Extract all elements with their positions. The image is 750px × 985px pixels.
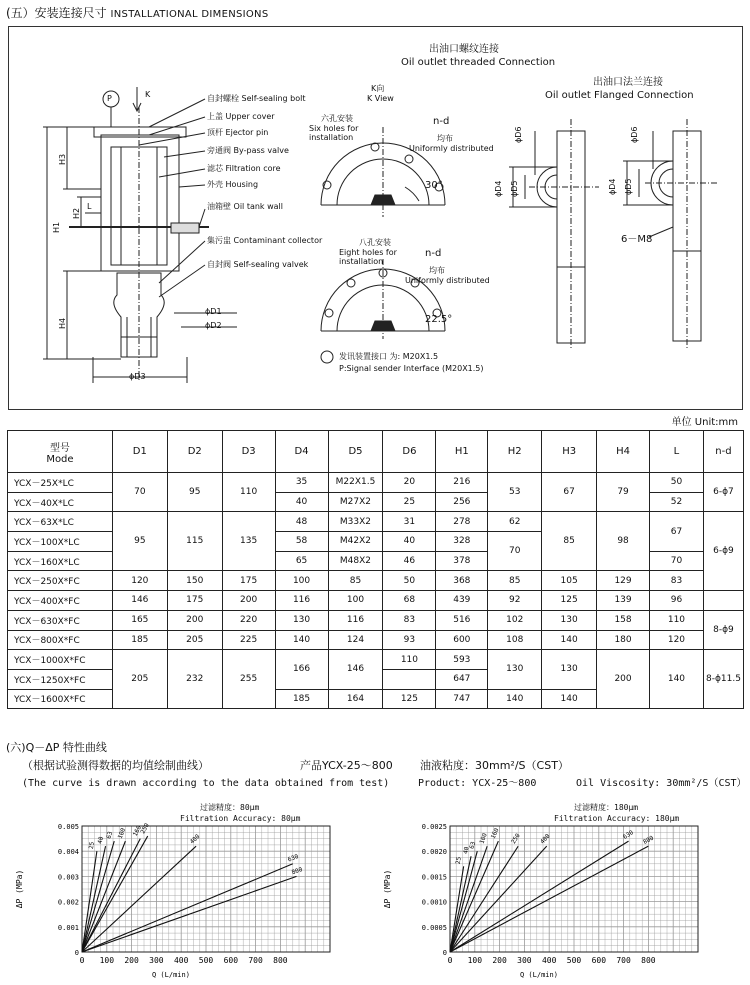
y-tick-label: 0 <box>442 949 447 957</box>
chart-plot <box>10 822 350 982</box>
series-line <box>450 856 471 952</box>
table-cell: 220 <box>222 610 275 630</box>
y-tick-label: 0.003 <box>57 873 79 882</box>
dimension-table <box>7 430 744 709</box>
k-view-cn: K向 <box>371 84 385 93</box>
table-cell: 205 <box>167 630 222 650</box>
k-view-en: K View <box>367 94 394 103</box>
table-cell: 70 <box>112 473 167 512</box>
table-cell: 256 <box>436 492 488 512</box>
table-cell: 130 <box>488 650 542 689</box>
table-cell: 146 <box>112 591 167 611</box>
x-axis-label: Q (L/min) <box>152 971 190 979</box>
table-cell: 100 <box>328 591 383 611</box>
table-cell: 158 <box>597 610 650 630</box>
section6-product-cn: 产品YCX-25～800 <box>300 759 393 772</box>
table-cell: 205 <box>112 650 167 709</box>
table-row <box>8 571 744 591</box>
signal-en: P:Signal sender Interface (M20X1.5) <box>339 364 484 373</box>
dim-h3: H3 <box>58 153 67 165</box>
nd-eight: n-d <box>425 248 442 259</box>
table-cell: 62 <box>488 512 542 532</box>
unit-label: 单位 Unit:mm <box>671 417 738 428</box>
table-cell: 185 <box>275 689 328 709</box>
table-cell: 255 <box>222 650 275 709</box>
table-cell: 85 <box>328 571 383 591</box>
table-cell: 378 <box>436 551 488 571</box>
k-label: K <box>145 90 151 99</box>
table-cell: 439 <box>436 591 488 611</box>
table-cell: 139 <box>597 591 650 611</box>
x-tick-label: 0 <box>79 956 85 965</box>
x-tick-label: 500 <box>566 956 582 965</box>
table-cell: 140 <box>488 689 542 709</box>
six-holes-cn: 六孔安装 <box>321 114 353 123</box>
table-cell: 31 <box>383 512 436 532</box>
table-cell: 278 <box>436 512 488 532</box>
x-tick-label: 100 <box>99 956 115 965</box>
table-cell: 95 <box>167 473 222 512</box>
chart-180um <box>378 798 718 983</box>
table-cell: 40 <box>383 532 436 552</box>
table-cell: 200 <box>167 610 222 630</box>
table-cell: 130 <box>542 610 597 630</box>
table-cell: 140 <box>275 630 328 650</box>
table-cell: 120 <box>112 571 167 591</box>
table-cell: 67 <box>542 473 597 512</box>
table-cell: 110 <box>383 650 436 670</box>
uniform-en-six: Uniformly distributed <box>409 144 494 153</box>
chart-subtitle: Filtration Accuracy: 80μm <box>180 814 301 823</box>
dim-d1: ϕD1 <box>205 307 222 316</box>
uniform-cn-eight: 均布 <box>429 266 445 275</box>
y-tick-label: 0.004 <box>57 848 79 857</box>
table-row <box>8 630 744 650</box>
chart-subtitle: Filtration Accuracy: 180μm <box>554 814 680 823</box>
table-cell: M22X1.5 <box>328 473 383 493</box>
y-tick-label: 0.0015 <box>421 873 447 882</box>
series-label: 40 <box>462 846 471 855</box>
table-cell: 328 <box>436 532 488 552</box>
table-cell: 150 <box>167 571 222 591</box>
part-upper-cover: 上盖 Upper cover <box>207 112 275 121</box>
part-contaminant-collector: 集污盅 Contaminant collector <box>207 236 323 245</box>
uniform-en-eight: Uniformly distributed <box>405 276 490 285</box>
table-cell: 105 <box>542 571 597 591</box>
table-cell: 46 <box>383 551 436 571</box>
table-cell: 53 <box>488 473 542 512</box>
chart-title: 过滤精度：80μm <box>200 803 260 812</box>
table-cell: 108 <box>488 630 542 650</box>
part-self-sealing-bolt: 自封螺栓 Self-sealing bolt <box>207 94 306 103</box>
header-d3: D3 <box>222 431 275 473</box>
model-cell: YCX－40X*LC <box>8 492 113 512</box>
table-cell: 8-ϕ9 <box>703 610 743 649</box>
flanged-title-cn: 出油口法兰连接 <box>593 77 663 88</box>
table-cell: 92 <box>488 591 542 611</box>
series-label: 630 <box>621 829 635 841</box>
table-cell: 200 <box>222 591 275 611</box>
section6-title: (六)Q－ΔP 特性曲线 <box>6 741 107 754</box>
section6-viscosity-cn: 油液粘度：30mm²/S（CST） <box>420 759 569 772</box>
section5-title <box>6 7 268 20</box>
table-cell: 130 <box>542 650 597 689</box>
dim-h1: H1 <box>52 221 61 233</box>
table-cell: 83 <box>383 610 436 630</box>
table-cell: 50 <box>383 571 436 591</box>
table-cell: M27X2 <box>328 492 383 512</box>
table-cell: 116 <box>328 610 383 630</box>
table-cell: 140 <box>542 630 597 650</box>
table-cell: 48 <box>275 512 328 532</box>
table-cell: 368 <box>436 571 488 591</box>
table-cell <box>703 591 743 611</box>
x-axis-label: Q (L/min) <box>520 971 558 979</box>
table-cell: 200 <box>597 650 650 709</box>
y-tick-label: 0.002 <box>57 898 79 907</box>
table-cell: 135 <box>222 512 275 571</box>
table-cell: 67 <box>650 512 704 551</box>
series-label: 160 <box>489 827 501 840</box>
table-cell: 216 <box>436 473 488 493</box>
table-cell: 83 <box>650 571 704 591</box>
dim-d4-threaded: ϕD4 <box>494 180 503 197</box>
header-nd: n-d <box>703 431 743 473</box>
table-cell: 70 <box>488 532 542 571</box>
header-h4: H4 <box>597 431 650 473</box>
table-cell: 96 <box>650 591 704 611</box>
table-cell: 85 <box>488 571 542 591</box>
series-label: 63 <box>105 830 115 840</box>
section6-product-en: Product: YCX-25～800 <box>418 778 537 789</box>
header-model-en: Mode <box>46 453 74 465</box>
header-d6: D6 <box>383 431 436 473</box>
y-axis-label: ΔP (MPa) <box>15 869 24 909</box>
table-cell: 115 <box>167 512 222 571</box>
table-cell: 180 <box>597 630 650 650</box>
table-cell: 95 <box>112 512 167 571</box>
uniform-cn-six: 均布 <box>437 134 453 143</box>
table-cell: 68 <box>383 591 436 611</box>
dim-h2: H2 <box>72 207 81 219</box>
dim-d4-flanged: ϕD4 <box>608 178 617 195</box>
table-cell: 647 <box>436 669 488 689</box>
table-cell: 50 <box>650 473 704 493</box>
section5-title-cn: (五）安装连接尺寸 <box>6 6 107 20</box>
table-cell: 165 <box>112 610 167 630</box>
table-cell: 225 <box>222 630 275 650</box>
table-cell: 116 <box>275 591 328 611</box>
section6-note-cn: （根据试验测得数据的均值绘制曲线） <box>22 759 209 772</box>
model-cell: YCX－250X*FC <box>8 571 113 591</box>
threaded-title-cn: 出油口螺纹连接 <box>429 44 499 55</box>
table-cell: M42X2 <box>328 532 383 552</box>
table-cell: 110 <box>650 610 704 630</box>
header-model-cn: 型号 <box>49 442 70 454</box>
series-label: 25 <box>87 841 96 850</box>
series-label: 40 <box>96 836 106 845</box>
table-row <box>8 473 744 493</box>
series-line <box>82 846 106 952</box>
table-cell: 6-ϕ7 <box>703 473 743 512</box>
header-d4: D4 <box>275 431 328 473</box>
angle-30: 30° <box>425 180 443 191</box>
table-cell: 120 <box>650 630 704 650</box>
table-cell: 175 <box>222 571 275 591</box>
table-cell <box>383 669 436 689</box>
series-label: 250 <box>509 832 522 846</box>
x-tick-label: 0 <box>447 956 453 965</box>
table-cell: 102 <box>488 610 542 630</box>
dim-6-m8: 6－M8 <box>621 234 653 245</box>
y-tick-label: 0.001 <box>57 923 79 932</box>
series-label: 100 <box>116 827 128 840</box>
header-model <box>8 431 113 473</box>
model-cell: YCX－800X*FC <box>8 630 113 650</box>
eight-holes-cn: 八孔安装 <box>359 238 391 247</box>
table-row <box>8 512 744 532</box>
six-holes-en: Six holes for installation <box>309 124 359 142</box>
x-tick-label: 400 <box>173 956 189 965</box>
part-bypass-valve: 旁通阀 By-pass valve <box>207 146 289 155</box>
table-cell: 6-ϕ9 <box>703 512 743 591</box>
table-cell: 70 <box>650 551 704 571</box>
table-cell: 110 <box>222 473 275 512</box>
x-tick-label: 100 <box>467 956 483 965</box>
dim-h4: H4 <box>58 317 67 329</box>
table-cell: 124 <box>328 630 383 650</box>
table-cell: 164 <box>328 689 383 709</box>
table-cell: 93 <box>383 630 436 650</box>
y-axis-label: ΔP (MPa) <box>383 869 392 909</box>
part-self-sealing-valve: 自封阀 Self-sealing valvek <box>207 260 309 269</box>
model-cell: YCX－1000X*FC <box>8 650 113 670</box>
p-label: P <box>107 94 112 103</box>
x-tick-label: 200 <box>492 956 507 965</box>
section6-viscosity-en: Oil Viscosity: 30mm²/S（CST） <box>576 778 747 789</box>
series-label: 25 <box>454 856 463 865</box>
table-cell: 52 <box>650 492 704 512</box>
table-cell: 175 <box>167 591 222 611</box>
table-cell: 146 <box>328 650 383 689</box>
table-cell: 65 <box>275 551 328 571</box>
y-tick-label: 0.0010 <box>421 898 447 907</box>
part-filtration-core: 滤芯 Filtration core <box>207 164 281 173</box>
header-l: L <box>650 431 704 473</box>
x-tick-label: 500 <box>198 956 214 965</box>
table-cell: 85 <box>542 512 597 571</box>
flanged-title-en: Oil outlet Flanged Connection <box>545 90 694 101</box>
y-tick-label: 0.005 <box>57 823 79 831</box>
model-cell: YCX－400X*FC <box>8 591 113 611</box>
table-cell: 600 <box>436 630 488 650</box>
dim-d2: ϕD2 <box>205 321 222 330</box>
table-cell: 100 <box>275 571 328 591</box>
y-tick-label: 0.0005 <box>421 923 447 932</box>
part-oil-tank-wall: 油箱壁 Oil tank wall <box>207 202 284 211</box>
table-cell: 232 <box>167 650 222 709</box>
table-cell: 129 <box>597 571 650 591</box>
section5-title-en: INSTALLATIONAL DIMENSIONS <box>110 9 269 20</box>
series-label: 800 <box>290 866 304 877</box>
installation-drawing <box>8 26 743 410</box>
series-line <box>82 841 114 952</box>
table-cell: 98 <box>597 512 650 571</box>
model-cell: YCX－100X*LC <box>8 532 113 552</box>
series-line <box>82 841 125 952</box>
table-header-row <box>8 431 744 473</box>
table-cell: M33X2 <box>328 512 383 532</box>
header-h3: H3 <box>542 431 597 473</box>
series-label: 63 <box>468 840 478 850</box>
table-cell: 8-ϕ11.5 <box>703 650 743 709</box>
series-label: 100 <box>478 832 489 845</box>
nd-six: n-d <box>433 116 450 127</box>
chart-80um <box>10 798 350 983</box>
table-cell: 25 <box>383 492 436 512</box>
table-row <box>8 610 744 630</box>
table-row <box>8 591 744 611</box>
signal-cn: 发讯装置接口 为: M20X1.5 <box>339 352 439 361</box>
table-cell: 20 <box>383 473 436 493</box>
model-cell: YCX－160X*LC <box>8 551 113 571</box>
header-d5: D5 <box>328 431 383 473</box>
x-tick-label: 700 <box>616 956 631 965</box>
series-label: 400 <box>188 833 202 846</box>
chart-title: 过滤精度：180μm <box>574 803 639 812</box>
table-cell: 125 <box>542 591 597 611</box>
y-tick-label: 0 <box>74 949 79 957</box>
table-cell: 185 <box>112 630 167 650</box>
x-tick-label: 300 <box>149 956 164 965</box>
dim-d6-flanged: ϕD6 <box>630 126 639 143</box>
model-cell: YCX－630X*FC <box>8 610 113 630</box>
series-label: 630 <box>286 853 300 864</box>
part-ejector-pin: 顶杆 Ejector pin <box>207 128 269 137</box>
table-cell: 130 <box>275 610 328 630</box>
dim-d5-threaded: ϕD5 <box>510 180 519 197</box>
dim-d3: ϕD3 <box>129 372 146 381</box>
table-cell: 166 <box>275 650 328 689</box>
table-cell: 40 <box>275 492 328 512</box>
table-cell: 58 <box>275 532 328 552</box>
x-tick-label: 400 <box>541 956 557 965</box>
header-d2: D2 <box>167 431 222 473</box>
eight-holes-en: Eight holes for installation <box>339 248 397 266</box>
series-line <box>82 846 196 952</box>
table-cell: 125 <box>383 689 436 709</box>
header-h1: H1 <box>436 431 488 473</box>
x-tick-label: 200 <box>124 956 139 965</box>
x-tick-label: 300 <box>517 956 532 965</box>
header-h2: H2 <box>488 431 542 473</box>
series-label: 160 <box>131 824 144 838</box>
y-tick-label: 0.0025 <box>421 823 447 831</box>
series-label: 400 <box>539 832 552 846</box>
model-cell: YCX－1600X*FC <box>8 689 113 709</box>
table-cell: 35 <box>275 473 328 493</box>
part-housing: 外壳 Housing <box>207 180 259 189</box>
table-row <box>8 650 744 670</box>
table-cell: 140 <box>542 689 597 709</box>
y-tick-label: 0.0020 <box>421 848 447 857</box>
x-tick-label: 700 <box>248 956 263 965</box>
section6-note-en: (The curve is drawn according to the data obtained from test) <box>22 778 390 789</box>
series-line <box>450 841 629 952</box>
table-cell: 593 <box>436 650 488 670</box>
model-cell: YCX－25X*LC <box>8 473 113 493</box>
x-tick-label: 800 <box>641 956 656 965</box>
dim-l: L <box>87 202 92 211</box>
x-tick-label: 800 <box>273 956 288 965</box>
table-cell: 747 <box>436 689 488 709</box>
threaded-title-en: Oil outlet threaded Connection <box>401 57 556 68</box>
angle-22-5: 22.5° <box>425 314 453 325</box>
x-tick-label: 600 <box>591 956 607 965</box>
model-cell: YCX－1250X*FC <box>8 669 113 689</box>
series-label: 800 <box>642 834 655 846</box>
table-cell: 140 <box>650 650 704 709</box>
table-cell: M48X2 <box>328 551 383 571</box>
series-label: 250 <box>139 822 151 836</box>
table-cell: 516 <box>436 610 488 630</box>
header-d1: D1 <box>112 431 167 473</box>
table-cell: 79 <box>597 473 650 512</box>
x-tick-label: 600 <box>223 956 239 965</box>
chart-plot <box>378 822 718 982</box>
dim-d5-flanged: ϕD5 <box>624 178 633 195</box>
dim-d6-threaded: ϕD6 <box>514 126 523 143</box>
model-cell: YCX－63X*LC <box>8 512 113 532</box>
